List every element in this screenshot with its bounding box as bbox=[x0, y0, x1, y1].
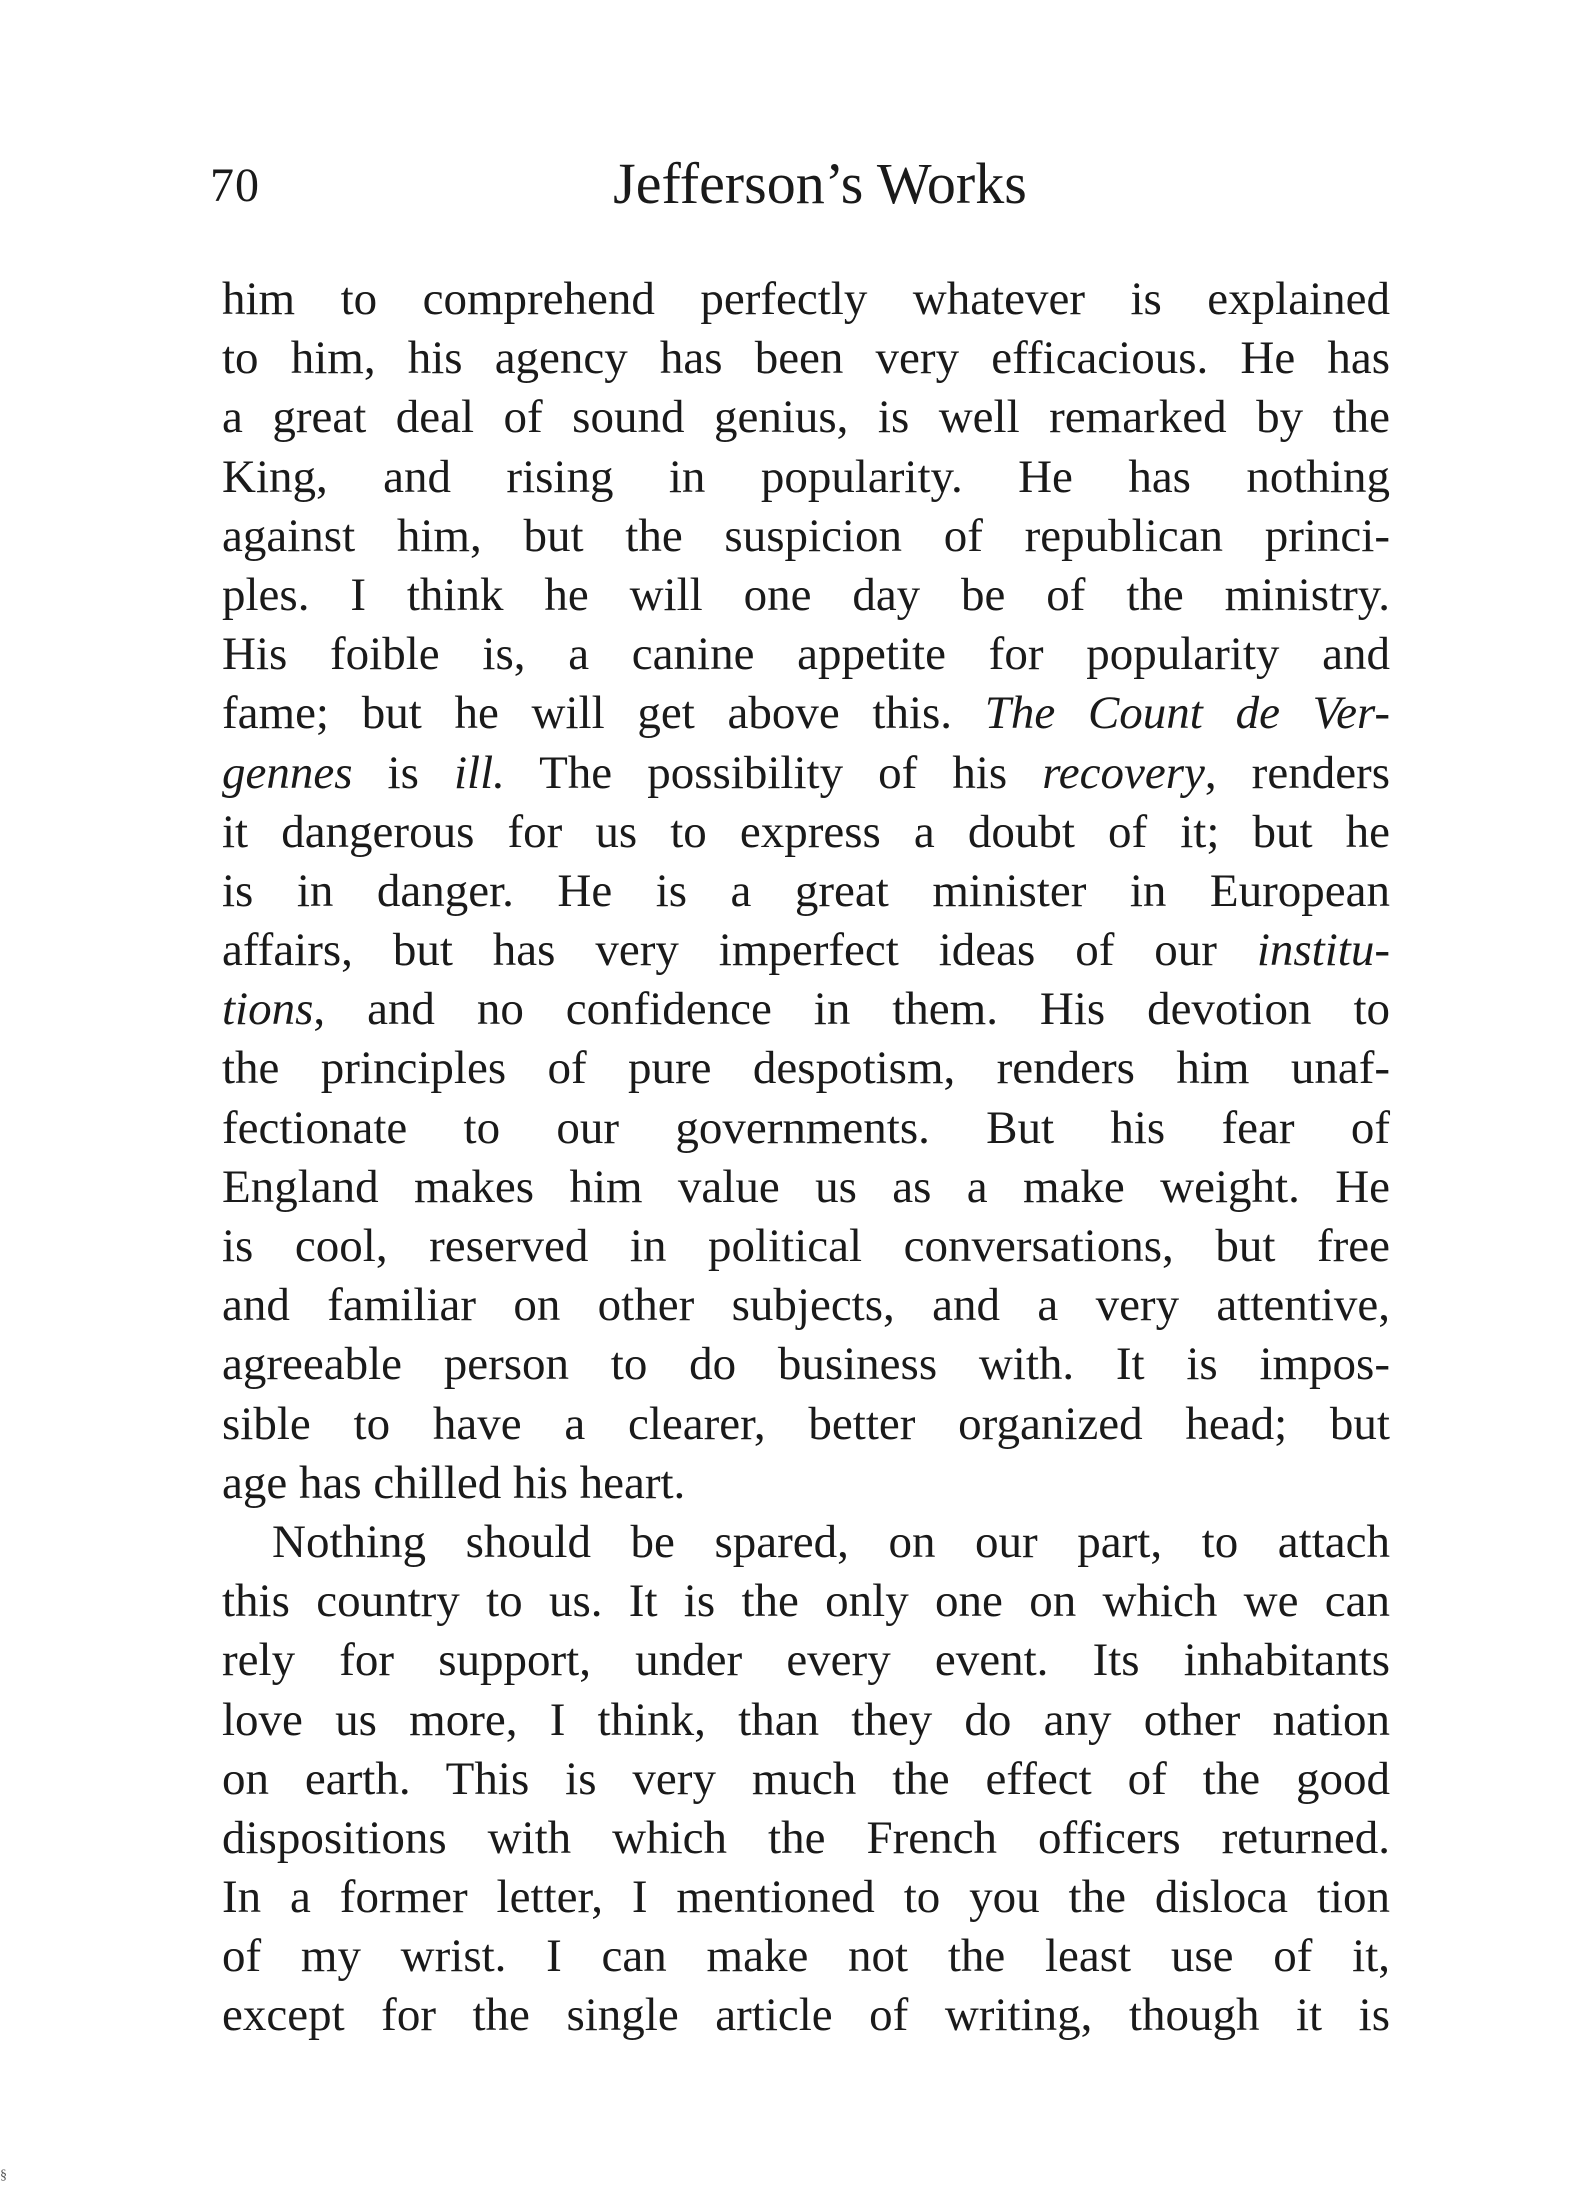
text-line: to him, his agency has been very efficacious. He has bbox=[222, 332, 1390, 385]
text-line: agreeable person to do business with. It is impos- bbox=[222, 1338, 1390, 1391]
text-line: age has chilled his heart. bbox=[222, 1456, 686, 1509]
text-line: is in danger. He is a great minister in European bbox=[222, 864, 1390, 917]
text-line: love us more, I think, than they do any other nation bbox=[222, 1693, 1390, 1746]
italic-run: ill. bbox=[453, 746, 505, 799]
text-line: against him, but the suspicion of republican princi- bbox=[222, 509, 1390, 562]
text-line: In a former letter, I mentioned to you the disloca tion bbox=[222, 1871, 1390, 1924]
text-line bbox=[222, 684, 1390, 743]
italic-run: gennes bbox=[222, 746, 353, 799]
text-line bbox=[222, 980, 1390, 1039]
text-run: fame; but he will get above this. bbox=[222, 687, 985, 740]
text-line: and familiar on other subjects, and a very attentive, bbox=[222, 1279, 1390, 1332]
text-line: sible to have a clearer, better organized head; but bbox=[222, 1397, 1390, 1450]
text-line: a great deal of sound genius, is well remarked by the bbox=[222, 391, 1390, 444]
text-run: , and no confidence in them. His devotion to bbox=[313, 983, 1390, 1036]
text-line: Nothing should be spared, on our part, to attach bbox=[272, 1515, 1390, 1568]
italic-run: tions bbox=[222, 983, 314, 1036]
text-line bbox=[222, 744, 1390, 803]
text-line bbox=[222, 921, 1390, 980]
italic-run: The Count de Ver- bbox=[984, 687, 1390, 740]
text-run: is bbox=[352, 746, 454, 799]
text-line: on earth. This is very much the effect of the good bbox=[222, 1752, 1390, 1805]
text-line: dispositions with which the French officers returned. bbox=[222, 1811, 1390, 1864]
margin-mark: § bbox=[0, 2168, 7, 2183]
text-run: The possibility of his bbox=[504, 746, 1043, 799]
text-line: ples. I think he will one day be of the ministry. bbox=[222, 568, 1390, 621]
text-line: except for the single article of writing, though it is bbox=[222, 1989, 1390, 2042]
text-line: of my wrist. I can make not the least use of it, bbox=[222, 1930, 1390, 1983]
text-line: him to comprehend perfectly whatever is explained bbox=[222, 273, 1390, 325]
running-header bbox=[210, 150, 1400, 240]
text-line: rely for support, under every event. Its inhabitants bbox=[222, 1634, 1390, 1687]
text-line: is cool, reserved in political conversations, but free bbox=[222, 1220, 1390, 1272]
text-line: the principles of pure despotism, renders him unaf- bbox=[222, 1042, 1390, 1095]
body-text bbox=[222, 270, 1390, 2046]
italic-run: recovery bbox=[1042, 746, 1205, 799]
text-run: affairs, but has very imperfect ideas of our bbox=[222, 924, 1257, 977]
text-line: fectionate to our governments. But his fear of bbox=[222, 1101, 1390, 1154]
italic-run: institu- bbox=[1256, 924, 1390, 977]
running-title: Jefferson’s Works bbox=[613, 151, 1027, 216]
text-run: , renders bbox=[1204, 746, 1391, 799]
text-line: England makes him value us as a make weight. He bbox=[222, 1160, 1390, 1213]
text-line: this country to us. It is the only one on which we can bbox=[222, 1575, 1390, 1628]
text-line: it dangerous for us to express a doubt of it; but he bbox=[222, 805, 1390, 858]
page-number: 70 bbox=[210, 159, 260, 212]
text-line: His foible is, a canine appetite for popularity and bbox=[222, 628, 1390, 681]
text-line: King, and rising in popularity. He has nothing bbox=[222, 450, 1390, 503]
